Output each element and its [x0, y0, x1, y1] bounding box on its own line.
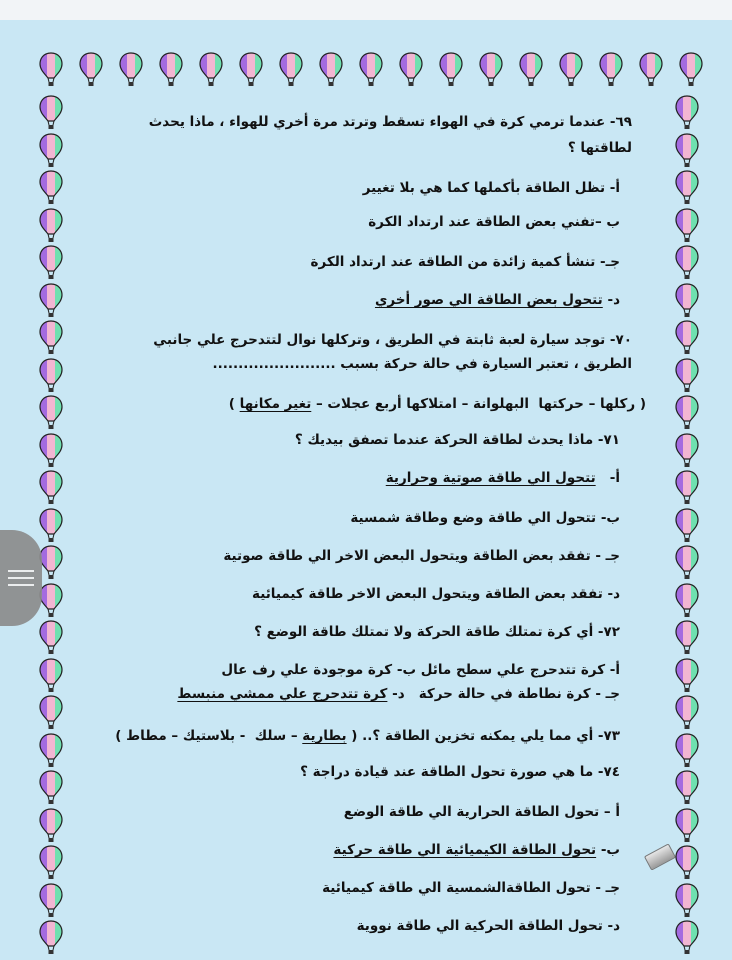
hot-air-balloon-icon	[39, 920, 63, 956]
question-74: ٧٤- ما هي صورة تحول الطاقة عند قيادة دراجة ؟	[300, 764, 620, 780]
hot-air-balloon-icon	[599, 52, 623, 88]
q71-option-a-prefix: أ-	[595, 470, 620, 486]
q70-answer: تغير مكانها	[239, 396, 312, 412]
q74-option-b-answer: تحول الطاقة الكيميائية الي طاقة حركية	[333, 842, 597, 858]
question-70-line-1: ٧٠- توجد سيارة لعبة ثابتة في الطريق ، وتركلها نوال لتتدحرج علي جانبي	[153, 332, 632, 348]
hot-air-balloon-icon	[675, 133, 699, 169]
hot-air-balloon-icon	[119, 52, 143, 88]
hot-air-balloon-icon	[675, 808, 699, 844]
hot-air-balloon-icon	[39, 845, 63, 881]
hot-air-balloon-icon	[675, 508, 699, 544]
hot-air-balloon-icon	[675, 770, 699, 806]
q72-options-row-2	[92, 684, 620, 704]
question-70-choices	[92, 394, 646, 414]
hot-air-balloon-icon	[39, 52, 63, 88]
q74-option-b	[92, 840, 620, 860]
hot-air-balloon-icon	[559, 52, 583, 88]
q69-option-a: أ- تظل الطاقة بأكملها كما هي بلا تغيير	[362, 180, 620, 196]
question-69-line-2: لطاقتها ؟	[567, 140, 632, 156]
worksheet	[92, 100, 646, 960]
hot-air-balloon-icon	[675, 170, 699, 206]
hot-air-balloon-icon	[39, 133, 63, 169]
hot-air-balloon-icon	[675, 320, 699, 356]
q73-prefix: ٧٣- أي مما يلي يمكنه تخزين الطاقة ؟.. (	[346, 728, 620, 744]
q72-row2-prefix: جـ - كرة نطاطة في حالة حركة د-	[387, 686, 620, 702]
hot-air-balloon-icon	[39, 620, 63, 656]
hot-air-balloon-icon	[39, 545, 63, 581]
q71-option-d: د- تفقد بعض الطاقة ويتحول البعض الاخر طاقة كيميائية	[252, 586, 620, 602]
hot-air-balloon-icon	[279, 52, 303, 88]
hot-air-balloon-icon	[519, 52, 543, 88]
hot-air-balloon-icon	[39, 433, 63, 469]
question-73	[92, 726, 620, 746]
hot-air-balloon-icon	[675, 470, 699, 506]
hot-air-balloon-icon	[159, 52, 183, 88]
question-69-line-1: ٦٩- عندما ترمي كرة في الهواء تسقط وترتد مرة أخري للهواء ، ماذا يحدث	[148, 114, 632, 130]
hot-air-balloon-icon	[39, 170, 63, 206]
q71-option-b: ب- تتحول الي طاقة وضع وطاقة شمسية	[350, 510, 620, 526]
question-72: ٧٢- أي كرة تمتلك طاقة الحركة ولا تمتلك طاقة الوضع ؟	[254, 624, 620, 640]
hot-air-balloon-icon	[39, 583, 63, 619]
hot-air-balloon-icon	[675, 658, 699, 694]
hot-air-balloon-icon	[675, 845, 699, 881]
q71-option-a-answer: تتحول الي طاقة صوتية وحرارية	[385, 470, 596, 486]
hot-air-balloon-icon	[675, 545, 699, 581]
hot-air-balloon-icon	[39, 883, 63, 919]
hot-air-balloon-icon	[439, 52, 463, 88]
hot-air-balloon-icon	[679, 52, 703, 88]
handle-line-icon	[8, 570, 34, 572]
top-bar	[0, 0, 732, 20]
hot-air-balloon-icon	[675, 920, 699, 956]
hot-air-balloon-icon	[675, 395, 699, 431]
hot-air-balloon-icon	[359, 52, 383, 88]
hot-air-balloon-icon	[39, 208, 63, 244]
hot-air-balloon-icon	[39, 395, 63, 431]
q69-option-b: ب –تفني بعض الطاقة عند ارتداد الكرة	[368, 214, 620, 230]
q69-option-c: جـ- تنشأ كمية زائدة من الطاقة عند ارتداد الكرة	[310, 254, 620, 270]
hot-air-balloon-icon	[675, 695, 699, 731]
eraser-icon	[644, 843, 676, 870]
hot-air-balloon-icon	[79, 52, 103, 88]
q71-option-a	[92, 468, 620, 488]
q70-choices-suffix: )	[228, 396, 240, 412]
hot-air-balloon-icon	[199, 52, 223, 88]
hot-air-balloon-icon	[675, 620, 699, 656]
q71-option-c: جـ - تفقد بعض الطاقة ويتحول البعض الاخر الي طاقة صوتية	[223, 548, 620, 564]
q69-option-d-prefix: د-	[602, 292, 620, 308]
hot-air-balloon-icon	[399, 52, 423, 88]
q74-option-b-prefix: ب-	[596, 842, 620, 858]
handle-line-icon	[8, 584, 34, 586]
hot-air-balloon-icon	[39, 770, 63, 806]
hot-air-balloon-icon	[479, 52, 503, 88]
hot-air-balloon-icon	[39, 695, 63, 731]
hot-air-balloon-icon	[675, 283, 699, 319]
hot-air-balloon-icon	[675, 883, 699, 919]
q74-option-d: د- تحول الطاقة الحركية الي طاقة نووية	[356, 918, 620, 934]
hot-air-balloon-icon	[239, 52, 263, 88]
hot-air-balloon-icon	[39, 508, 63, 544]
handle-line-icon	[8, 577, 34, 579]
hot-air-balloon-icon	[675, 245, 699, 281]
hot-air-balloon-icon	[675, 358, 699, 394]
q73-answer: بطارية	[302, 728, 347, 744]
hot-air-balloon-icon	[319, 52, 343, 88]
q74-option-a: أ – تحول الطاقة الحرارية الي طاقة الوضع	[343, 804, 620, 820]
q69-option-d	[92, 290, 620, 310]
hot-air-balloon-icon	[639, 52, 663, 88]
hot-air-balloon-icon	[39, 808, 63, 844]
hot-air-balloon-icon	[675, 208, 699, 244]
hot-air-balloon-icon	[675, 583, 699, 619]
hot-air-balloon-icon	[39, 95, 63, 131]
q74-option-c: جـ - تحول الطاقةالشمسية الي طاقة كيميائية	[322, 880, 620, 896]
q72-options-row-1: أ- كرة تتدحرج علي سطح مائل ب- كرة موجودة علي رف عال	[221, 662, 620, 678]
hot-air-balloon-icon	[39, 283, 63, 319]
q70-choices-prefix: ( ركلها – حركتها البهلوانة – امتلاكها أربع عجلات –	[311, 396, 646, 412]
hot-air-balloon-icon	[39, 733, 63, 769]
q72-answer: كرة تتدحرج علي ممشي منبسط	[177, 686, 388, 702]
hot-air-balloon-icon	[675, 95, 699, 131]
question-70-line-2: الطريق ، تعتبر السيارة في حالة حركة بسبب ........................	[212, 356, 632, 372]
hot-air-balloon-icon	[39, 470, 63, 506]
q69-option-d-answer: تتحول بعض الطاقة الي صور أخري	[374, 292, 603, 308]
q73-suffix: – سلك - بلاستيك – مطاط )	[115, 728, 303, 744]
side-drawer-handle[interactable]	[0, 530, 42, 626]
hot-air-balloon-icon	[39, 358, 63, 394]
hot-air-balloon-icon	[39, 320, 63, 356]
hot-air-balloon-icon	[675, 433, 699, 469]
hot-air-balloon-icon	[675, 733, 699, 769]
question-71: ٧١- ماذا يحدث لطاقة الحركة عندما تصفق بيديك ؟	[294, 432, 620, 448]
hot-air-balloon-icon	[39, 245, 63, 281]
hot-air-balloon-icon	[39, 658, 63, 694]
